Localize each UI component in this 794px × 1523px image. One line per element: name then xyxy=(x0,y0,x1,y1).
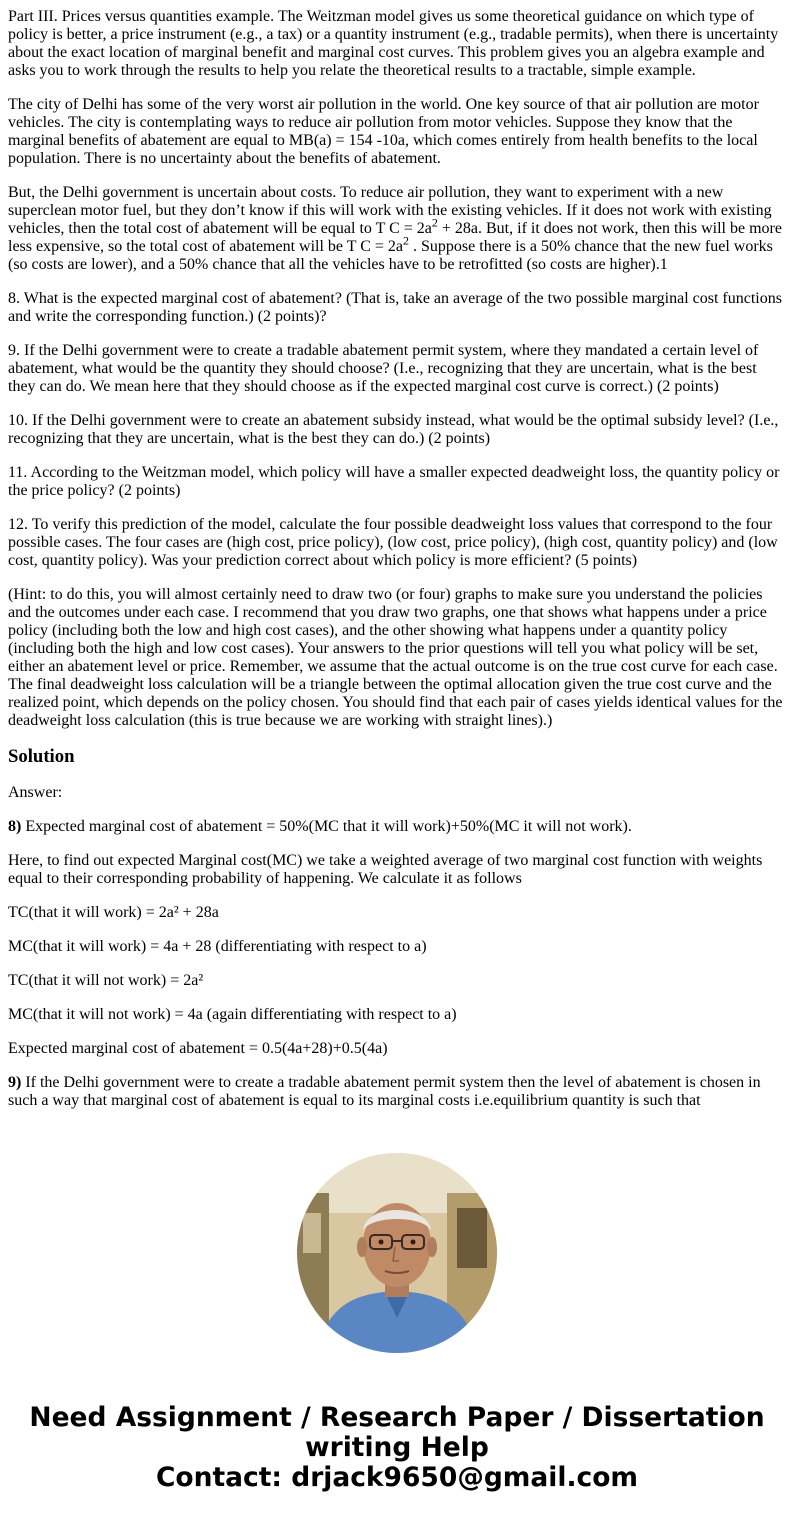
promo-contact: Contact: drjack9650@gmail.com xyxy=(155,1462,639,1493)
answer-8-number: 8) xyxy=(8,818,22,835)
answer-9 xyxy=(8,1074,784,1110)
promo-line-1: Need Assignment / Research Paper / Dissertation writing Help xyxy=(29,1402,765,1463)
question-11: 11. According to the Weitzman model, which policy will have a smaller expected deadweight loss, the quantity policy or the price policy? (2 points) xyxy=(8,464,780,499)
exponent-1: 2 xyxy=(431,215,438,230)
tc-not-work: TC(that it will not work) = 2a² xyxy=(8,972,204,989)
portrait-photo xyxy=(297,1153,497,1353)
costs-paragraph xyxy=(8,184,784,274)
costs-text-3: . Suppose there is a 50% chance that the new fuel works (so costs are lower), and a 50% chance that all the vehicles have to be retrofitted (so costs are higher).1 xyxy=(8,238,773,273)
tc-work: TC(that it will work) = 2a² + 28a xyxy=(8,904,219,921)
answer-label: Answer: xyxy=(8,784,63,801)
promo-footer xyxy=(0,1403,794,1493)
exponent-2: 2 xyxy=(403,233,410,248)
delhi-paragraph: The city of Delhi has some of the very worst air pollution in the world. One key source of that air pollution are motor vehicles. The city is contemplating ways to reduce air pollution from motor vehicles. Suppose they know that the marginal benefits of abatement are equal to MB(a) = 154 -10a, which comes entirely from health benefits to the local population. There is no uncertainty about the benefits of abatement. xyxy=(8,96,759,167)
hint-paragraph: (Hint: to do this, you will almost certainly need to draw two (or four) graphs to make sure you understand the policies and the outcomes under each case. I recommend that you draw two graphs, one that shows what happens under a price policy (including both the low and high cost cases), and the other showing what happens under a quantity policy (including both the high and low cost cases). Your answers to the prior questions will tell you what policy will be set, either an abatement level or price. Remember, we assume that the actual outcome is on the true cost curve for each case. The final deadweight loss calculation will be a triangle between the optimal allocation given the true cost curve and the realized point, which depends on the policy chosen. You should find that each pair of cases yields identical values for the deadweight loss calculation (this is true because we are working with straight lines).) xyxy=(8,586,783,729)
answer-8 xyxy=(8,818,784,836)
mc-work: MC(that it will work) = 4a + 28 (differentiating with respect to a) xyxy=(8,938,427,955)
answer-8-explanation: Here, to find out expected Marginal cost(MC) we take a weighted average of two marginal cost function with weights equal to their corresponding probability of happening. We calculate it as follows xyxy=(8,852,763,887)
answer-8-text: Expected marginal cost of abatement = 50%(MC that it will work)+50%(MC it will not work). xyxy=(21,818,632,835)
question-10: 10. If the Delhi government were to create an abatement subsidy instead, what would be the optimal subsidy level? (I.e., recognizing that they are uncertain, what is the best they can do.) (2 points) xyxy=(8,412,779,447)
intro-paragraph: Part III. Prices versus quantities example. The Weitzman model gives us some theoretical guidance on which type of policy is better, a price instrument (e.g., a tax) or a quantity instrument (e.g., tradable permits), when there is uncertainty about the exact location of marginal benefit and marginal cost curves. This problem gives you an algebra example and asks you to work through the results to help you relate the theoretical results to a tractable, simple example. xyxy=(8,8,779,79)
solution-heading: Solution xyxy=(8,746,75,767)
question-12: 12. To verify this prediction of the model, calculate the four possible deadweight loss values that correspond to the four possible cases. The four cases are (high cost, price policy), (low cost, price policy), (high cost, quantity policy) and (low cost, quantity policy). Was your prediction correct about which policy is more efficient? (5 points) xyxy=(8,516,778,569)
costs-text-1: But, the Delhi government is uncertain about costs. To reduce air pollution, they want to experiment with a new superclean motor fuel, but they don’t know if this will work with the existing vehicles. If it does not work with existing vehicles, then the total cost of abatement will be equal to T C = 2a xyxy=(8,184,772,237)
answer-9-number: 9) xyxy=(8,1074,22,1091)
answer-9-text: If the Delhi government were to create a tradable abatement permit system then the level of abatement is chosen in such a way that marginal cost of abatement is equal to its marginal costs i.e.equilibrium quantity is such that xyxy=(8,1074,761,1109)
expected-mc: Expected marginal cost of abatement = 0.5(4a+28)+0.5(4a) xyxy=(8,1040,388,1057)
avatar xyxy=(297,1153,497,1353)
costs-text-2: + 28a. But, if it does not work, then this will be more less expensive, so the total cost of abatement will be T C = 2a xyxy=(8,220,782,255)
document-body xyxy=(8,0,784,1122)
mc-not-work: MC(that it will not work) = 4a (again differentiating with respect to a) xyxy=(8,1006,457,1023)
question-9: 9. If the Delhi government were to create a tradable abatement permit system, where they mandated a certain level of abatement, what would be the quantity they should choose? (I.e., recognizing that they are uncertain, what is the best they can do. We mean here that they should choose as if the expected marginal cost curve is correct.) (2 points) xyxy=(8,342,759,395)
question-8: 8. What is the expected marginal cost of abatement? (That is, take an average of the two possible marginal cost functions and write the corresponding function.) (2 points)? xyxy=(8,290,782,325)
